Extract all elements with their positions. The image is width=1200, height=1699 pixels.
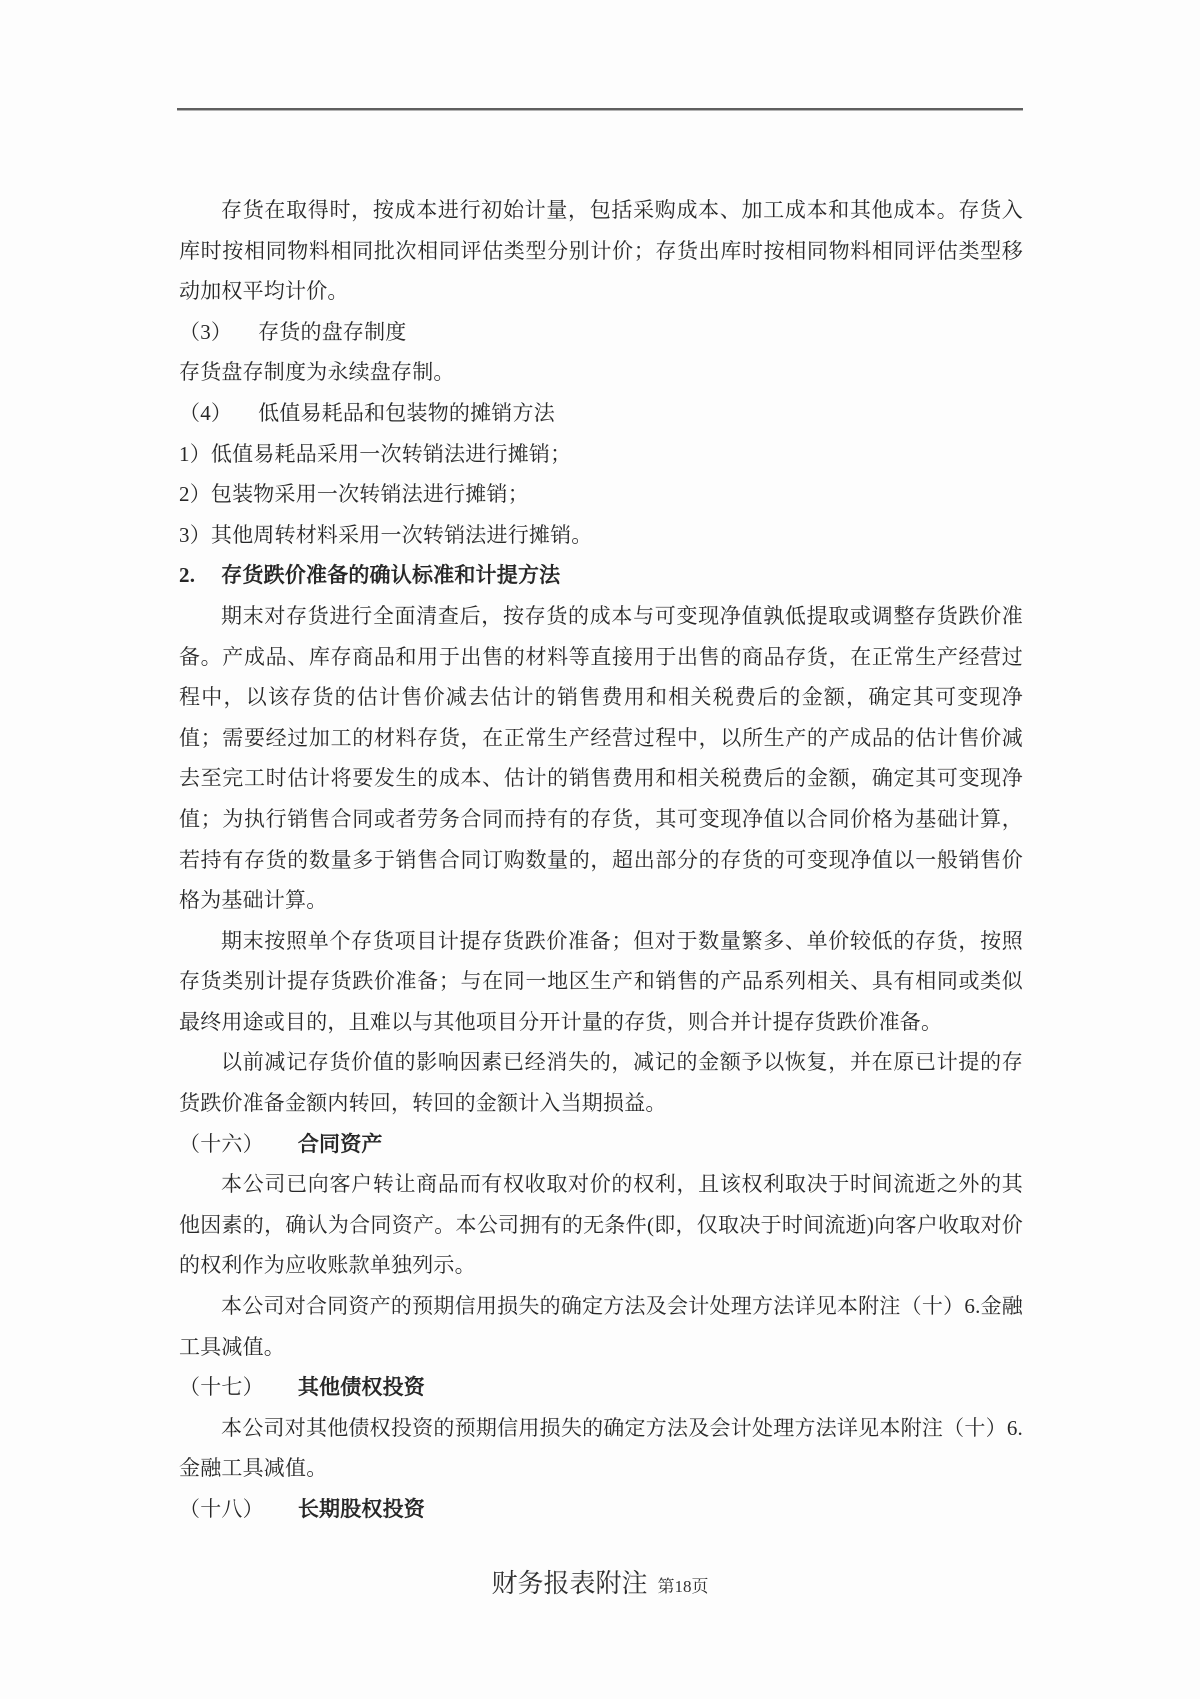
list-item: 2）包装物采用一次转销法进行摊销； (179, 482, 529, 507)
subsection-number: （4） (179, 400, 233, 425)
section-heading (179, 1124, 1023, 1165)
paragraph: 期末对存货进行全面清查后，按存货的成本与可变现净值孰低提取或调整存货跌价准备。产成品、库存商品和用于出售的材料等直接用于出售的商品存货，在正常生产经营过程中，以该存货的估计售价减去估计的销售费用和相关税费后的金额，确定其可变现净值；需要经过加工的材料存货，在正常生产经营过程中，以所生产的产成品的估计售价减去至完工时估计将要发生的成本、估计的销售费用和相关税费后的金额，确定其可变现净值；为执行销售合同或者劳务合同而持有的存货，其可变现净值以合同价格为基础计算，若持有存货的数量多于销售合同订购数量的，超出部分的存货的可变现净值以一般销售价格为基础计算。 (179, 603, 1023, 913)
numbered-heading (179, 555, 1023, 596)
section-heading (179, 1367, 1023, 1408)
section-number: （十八） (179, 1497, 264, 1521)
header-rule (177, 108, 1023, 111)
subsection-title: 存货的盘存制度 (258, 319, 407, 344)
page-body (179, 190, 1023, 1530)
heading-number: 2. (179, 563, 196, 588)
section-title: 长期股权投资 (297, 1497, 426, 1521)
section-title: 其他债权投资 (297, 1375, 426, 1400)
subsection-number: （3） (179, 319, 233, 344)
heading-title: 存货跌价准备的确认标准和计提方法 (221, 563, 561, 588)
section-title: 合同资产 (297, 1131, 383, 1156)
footer-title: 财务报表附注 (491, 1569, 648, 1598)
subsection-title: 低值易耗品和包装物的摊销方法 (258, 400, 555, 425)
page-footer (0, 1563, 1200, 1600)
paragraph: 本公司对其他债权投资的预期信用损失的确定方法及会计处理方法详见本附注（十）6.金融工具减值。 (179, 1415, 1023, 1481)
footer-page-number: 第18页 (657, 1577, 709, 1596)
paragraph: 期末按照单个存货项目计提存货跌价准备；但对于数量繁多、单价较低的存货，按照存货类别计提存货跌价准备；与在同一地区生产和销售的产品系列相关、具有相同或类似最终用途或目的，且难以与其他项目分开计量的存货，则合并计提存货跌价准备。 (179, 928, 1023, 1034)
body-line: 存货盘存制度为永续盘存制。 (179, 360, 455, 385)
paragraph: 以前减记存货价值的影响因素已经消失的，减记的金额予以恢复，并在原已计提的存货跌价准备金额内转回，转回的金额计入当期损益。 (179, 1050, 1023, 1116)
paragraph: 存货在取得时，按成本进行初始计量，包括采购成本、加工成本和其他成本。存货入库时按相同物料相同批次相同评估类型分别计价；存货出库时按相同物料相同评估类型移动加权平均计价。 (179, 198, 1023, 304)
paragraph: 本公司已向客户转让商品而有权收取对价的权利，且该权利取决于时间流逝之外的其他因素的，确认为合同资产。本公司拥有的无条件(即，仅取决于时间流逝)向客户收取对价的权利作为应收账款单独列示。 (179, 1172, 1023, 1278)
subsection-heading (179, 312, 1023, 353)
section-number: （十六） (179, 1131, 264, 1156)
section-number: （十七） (179, 1375, 264, 1400)
paragraph: 本公司对合同资产的预期信用损失的确定方法及会计处理方法详见本附注（十）6.金融工具减值。 (179, 1294, 1023, 1359)
list-item: 1）低值易耗品采用一次转销法进行摊销； (179, 441, 572, 466)
list-item: 3）其他周转材料采用一次转销法进行摊销。 (179, 522, 593, 547)
subsection-heading (179, 393, 1023, 434)
section-heading (179, 1489, 1023, 1530)
